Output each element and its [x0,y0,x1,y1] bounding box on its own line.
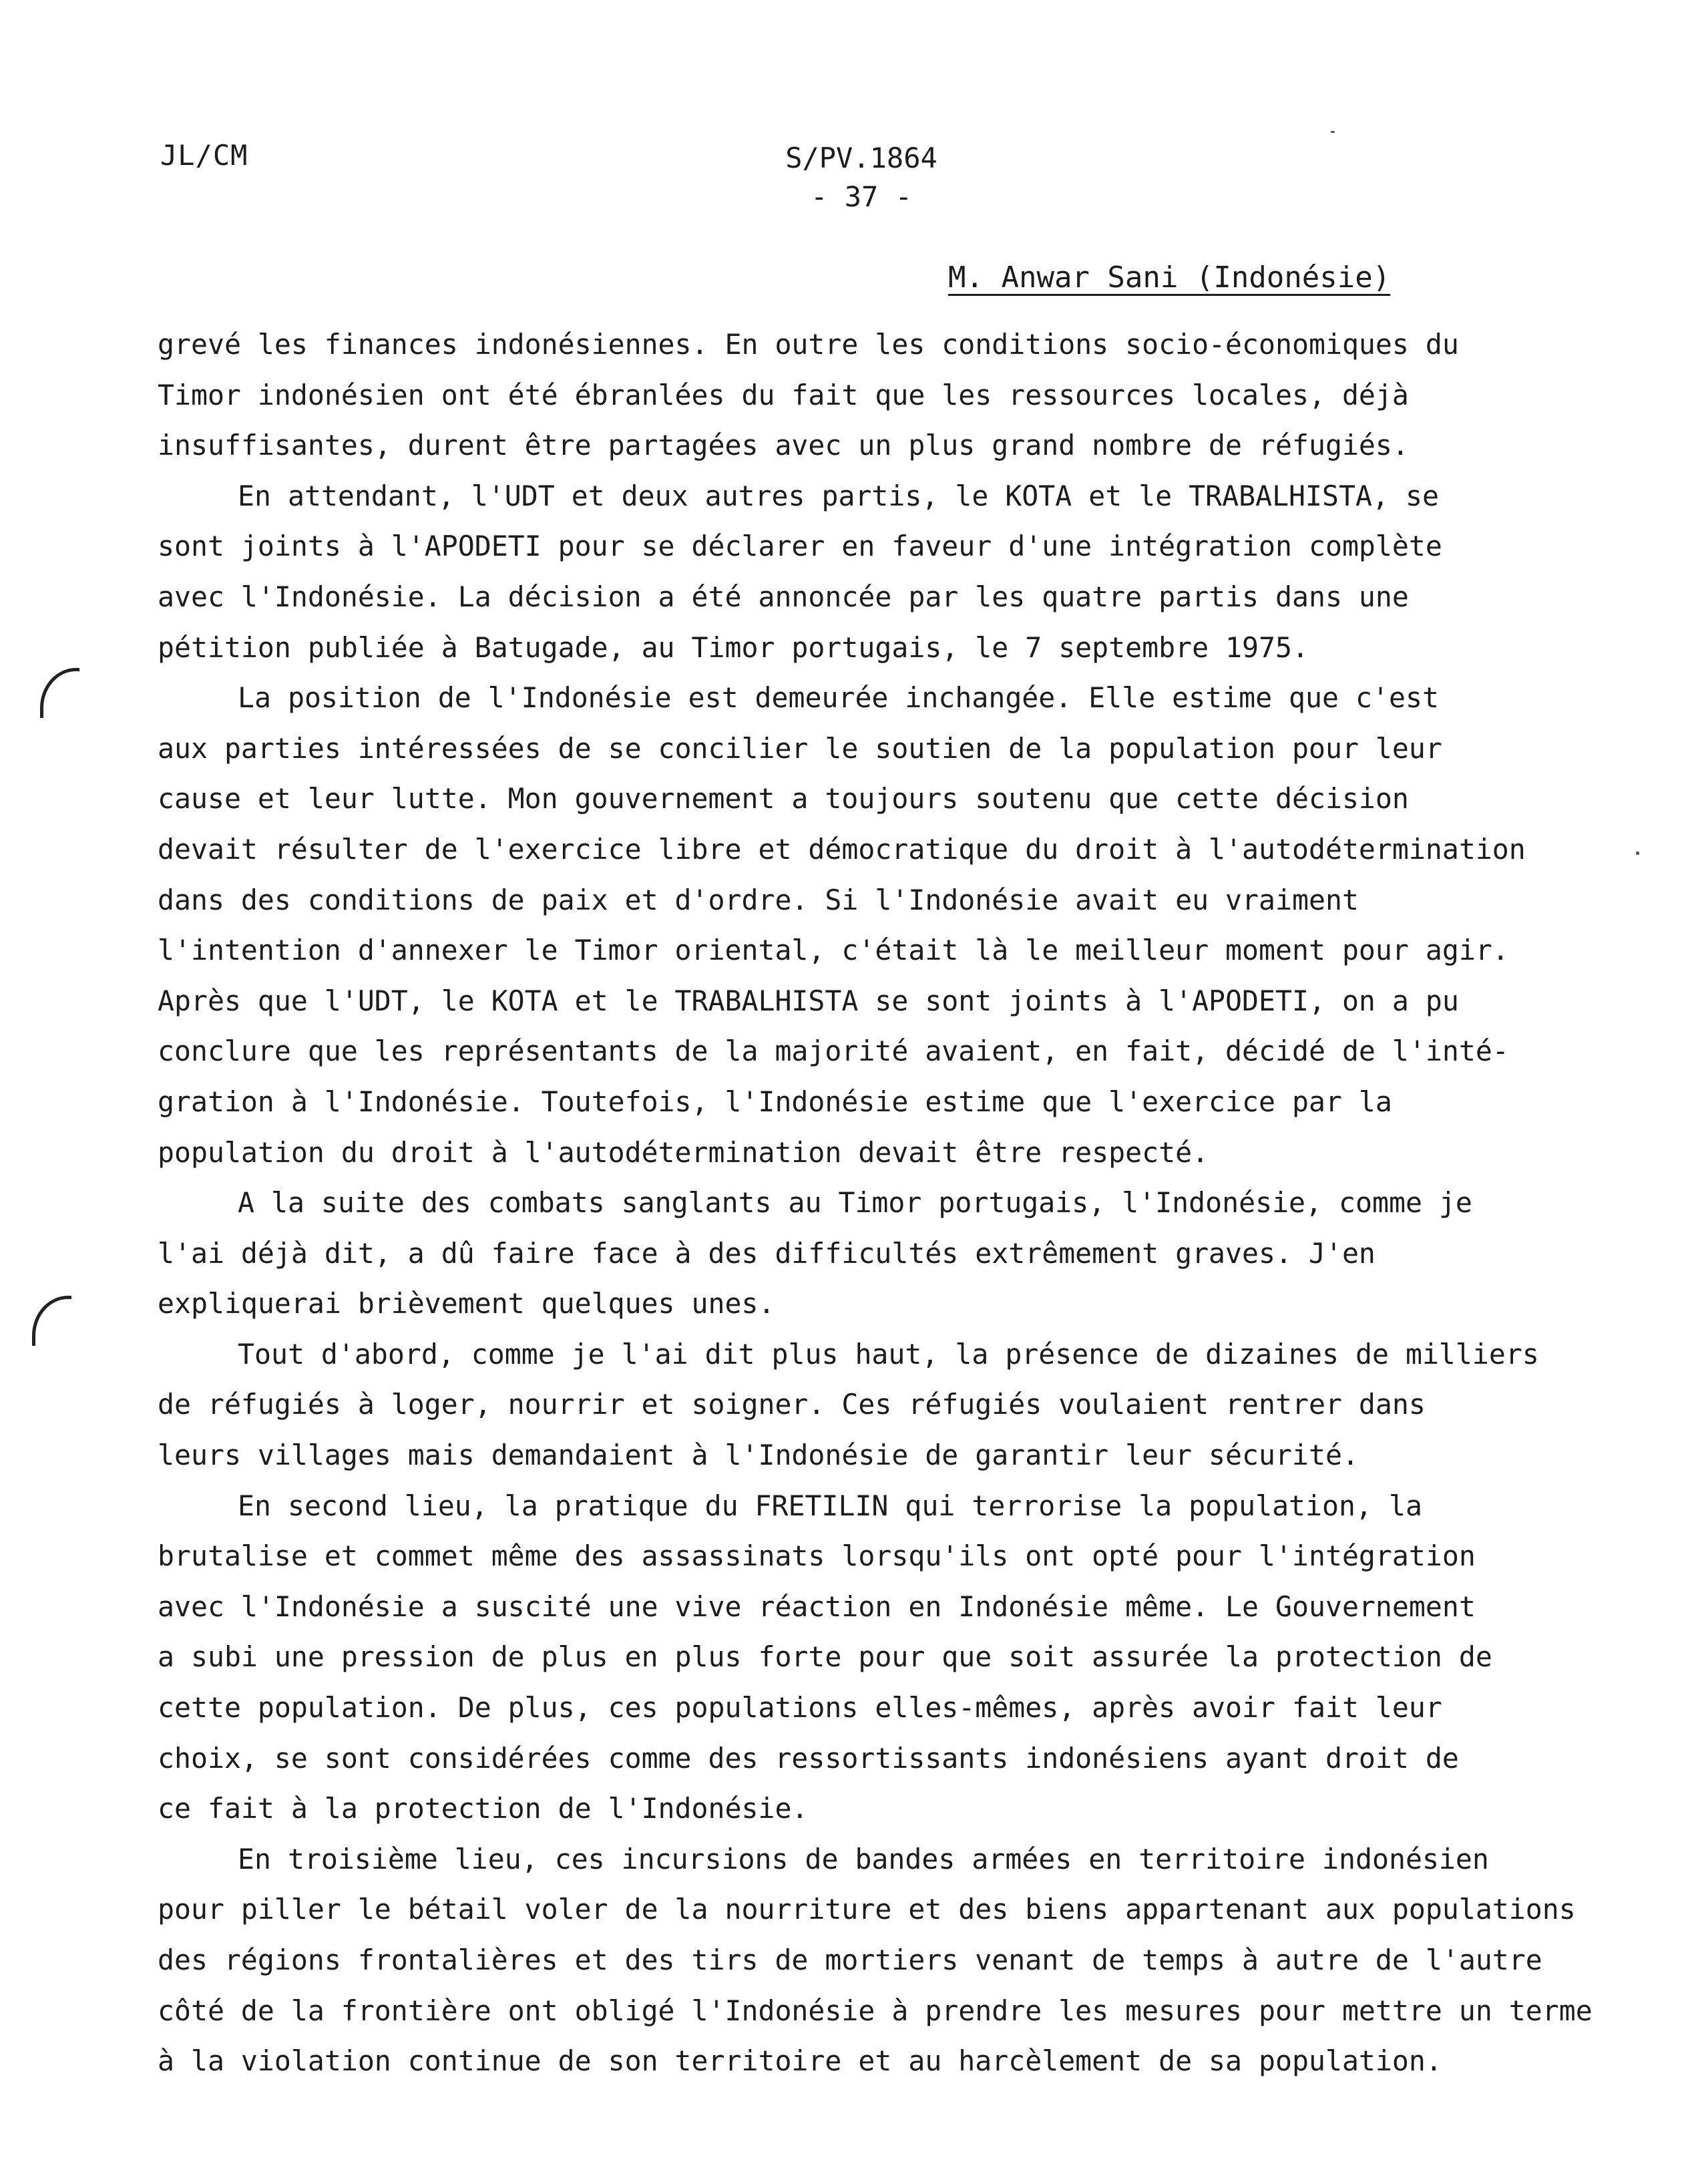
text-line: Après que l'UDT, le KOTA et le TRABALHISTA se sont joints à l'APODETI, on a pu [158,984,1459,1017]
text-line: insuffisantes, durent être partagées avec un plus grand nombre de réfugiés. [158,429,1409,462]
text-line: devait résulter de l'exercice libre et démocratique du droit à l'autodétermination [158,832,1526,866]
speaker-name: M. Anwar Sani (Indonésie) [948,260,1391,295]
paragraph-start-line: En second lieu, la pratique du FRETILIN qui terrorise la population, la [238,1489,1422,1522]
text-line: Timor indonésien ont été ébranlées du fait que les ressources locales, déjà [158,378,1409,411]
paragraph-start-line: La position de l'Indonésie est demeurée inchangée. Elle estime que c'est [238,681,1439,715]
text-line: côté de la frontière ont obligé l'Indonésie à prendre les mesures pour mettre un terme [158,1994,1593,2027]
text-line: grevé les finances indonésiennes. En outre les conditions socio-économiques du [158,328,1459,361]
text-line: expliquerai brièvement quelques unes. [158,1287,775,1320]
scan-speck [1636,852,1639,855]
scan-speck [1331,131,1335,133]
text-line: leurs villages mais demandaient à l'Indonésie de garantir leur sécurité. [158,1439,1359,1472]
paragraph-start-line: En troisième lieu, ces incursions de bandes armées en territoire indonésien [238,1842,1489,1875]
text-line: population du droit à l'autodétermination devait être respecté. [158,1135,1209,1169]
paragraph-start-line: En attendant, l'UDT et deux autres partis, le KOTA et le TRABALHISTA, se [238,479,1439,512]
text-line: des régions frontalières et des tirs de mortiers venant de temps à autre de l'autre [158,1944,1542,1976]
margin-mark [32,1296,71,1346]
text-line: pétition publiée à Batugade, au Timor portugais, le 7 septembre 1975. [158,630,1309,664]
text-line: à la violation continue de son territoire et au harcèlement de sa population. [158,2044,1442,2078]
text-line: ce fait à la protection de l'Indonésie. [158,1792,809,1825]
text-line: aux parties intéressées de se concilier le soutien de la population pour leur [158,731,1442,765]
text-line: gration à l'Indonésie. Toutefois, l'Indonésie estime que l'exercice par la [158,1085,1392,1118]
text-line: conclure que les représentants de la majorité avaient, en fait, décidé de l'inté- [158,1035,1509,1068]
text-line: cette population. De plus, ces populations elles-mêmes, après avoir fait leur [158,1691,1442,1724]
document-symbol: S/PV.1864 [785,142,937,174]
text-line: avec l'Indonésie. La décision a été annoncée par les quatre partis dans une [158,580,1409,613]
paragraph-start-line: A la suite des combats sanglants au Timor portugais, l'Indonésie, comme je [238,1186,1472,1220]
text-line: cause et leur lutte. Mon gouvernement a toujours soutenu que cette décision [158,782,1409,815]
text-line: pour piller le bétail voler de la nourriture et des biens appartenant aux populations [158,1893,1576,1926]
text-line: sont joints à l'APODETI pour se déclarer en faveur d'une intégration complète [158,530,1442,563]
text-line: l'ai déjà dit, a dû faire face à des difficultés extrêmement graves. J'en [158,1236,1376,1270]
text-line: a subi une pression de plus en plus forte pour que soit assurée la protection de [158,1640,1492,1674]
page-number: - 37 - [811,180,912,213]
text-line: brutalise et commet même des assassinats lorsqu'ils ont opté pour l'intégration [158,1539,1476,1573]
text-line: choix, se sont considérées comme des ressortissants indonésiens ayant droit de [158,1741,1459,1775]
document-reference [668,139,1055,216]
margin-mark [40,668,79,718]
text-line: de réfugiés à loger, nourrir et soigner. Ces réfugiés voulaient rentrer dans [158,1388,1426,1421]
text-line: dans des conditions de paix et d'ordre. Si l'Indonésie avait eu vraiment [158,883,1359,916]
text-line: l'intention d'annexer le Timor oriental, c'était là le meilleur moment pour agir. [158,934,1509,967]
paragraph-start-line: Tout d'abord, comme je l'ai dit plus haut, la présence de dizaines de milliers [238,1337,1539,1371]
body-text [158,319,1613,2086]
typist-initials: JL/CM [160,139,248,172]
text-line: avec l'Indonésie a suscité une vive réaction en Indonésie même. Le Gouvernement [158,1590,1476,1623]
